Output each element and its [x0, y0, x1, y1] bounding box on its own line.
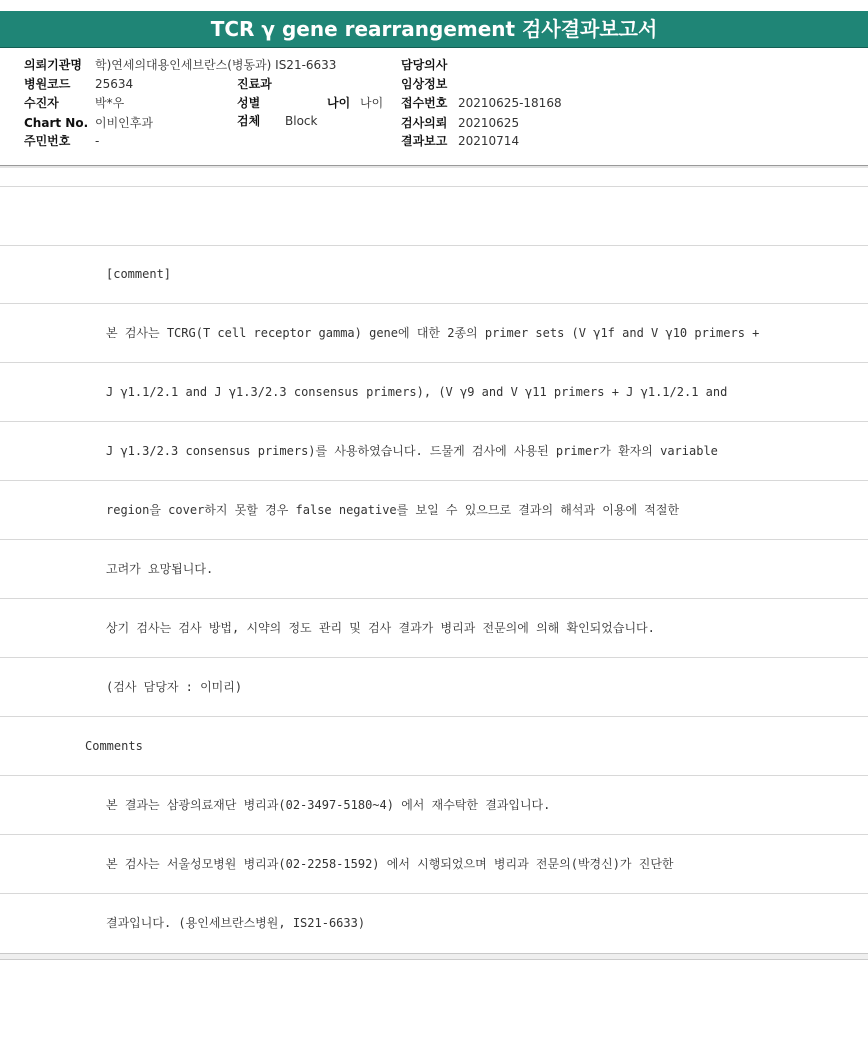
- value-institution: 학)연세의대용인세브란스(병동과) IS21-6633: [95, 58, 337, 72]
- value-specimen: Block: [285, 114, 318, 128]
- value-age: 나이: [360, 96, 384, 110]
- report-line: [0, 776, 868, 835]
- report-line-text: 상기 검사는 검사 방법, 시약의 정도 관리 및 검사 결과가 병리과 전문의에 의해 확인되었습니다.: [106, 621, 655, 635]
- report-line: [0, 363, 868, 422]
- report-title: TCR γ gene rearrangement 검사결과보고서: [0, 11, 868, 48]
- report-line-text: [comment]: [106, 267, 172, 281]
- label-sex: 성별: [237, 96, 261, 110]
- report-line: [0, 245, 868, 304]
- report-line: [0, 481, 868, 540]
- value-report-date: 20210714: [458, 134, 520, 148]
- report-line: [0, 599, 868, 658]
- report-line-text: region을 cover하지 못할 경우 false negative를 보일 수 있으므로 결과의 해석과 이용에 적절한: [106, 503, 680, 517]
- patient-info-header: [0, 48, 868, 166]
- label-clinical-info: 임상정보: [401, 77, 448, 91]
- label-patient: 수진자: [24, 96, 59, 110]
- label-resident-no: 주민번호: [24, 134, 71, 148]
- label-physician: 담당의사: [401, 58, 448, 72]
- value-request-date: 20210625: [458, 116, 520, 130]
- report-line: [0, 186, 868, 246]
- label-institution: 의뢰기관명: [24, 58, 82, 72]
- value-patient: 박*우: [95, 96, 125, 110]
- label-department: 진료과: [237, 77, 272, 91]
- report-line-text: 본 결과는 삼광의료재단 병리과(02-3497-5180~4) 에서 재수탁한 결과입니다.: [106, 798, 551, 812]
- value-chart-no: 이비인후과: [95, 116, 153, 130]
- value-resident-no: -: [95, 134, 100, 148]
- report-line: [0, 717, 868, 776]
- label-receipt-no: 접수번호: [401, 96, 448, 110]
- comments-heading: Comments: [85, 739, 143, 753]
- label-request-date: 검사의뢰: [401, 116, 448, 130]
- value-receipt-no: 20210625-18168: [458, 96, 562, 110]
- report-line: [0, 658, 868, 717]
- report-line: [0, 422, 868, 481]
- footer-divider-shadow: [0, 954, 868, 960]
- report-line-text: 본 검사는 TCRG(T cell receptor gamma) gene에 대한 2종의 primer sets (V γ1f and V γ10 primers +: [106, 326, 760, 340]
- report-line-text: 고려가 요망됩니다.: [106, 562, 214, 576]
- label-hospital-code: 병원코드: [24, 77, 71, 91]
- report-line-text: 본 검사는 서울성모병원 병리과(02-2258-1592) 에서 시행되었으며 병리과 전문의(박경신)가 진단한: [106, 857, 674, 871]
- value-hospital-code: 25634: [95, 77, 134, 91]
- header-divider-shadow: [0, 166, 868, 168]
- label-age: 나이: [327, 96, 351, 110]
- report-line-text: 결과입니다. (용인세브란스병원, IS21-6633): [106, 916, 366, 930]
- label-report-date: 결과보고: [401, 134, 448, 148]
- report-line-text: J γ1.3/2.3 consensus primers)를 사용하였습니다. 드물게 검사에 사용된 primer가 환자의 variable: [106, 444, 718, 458]
- label-chart-no: Chart No.: [24, 116, 89, 130]
- report-line-text: J γ1.1/2.1 and J γ1.3/2.3 consensus primers), (V γ9 and V γ11 primers + J γ1.1/2.1 and: [106, 385, 728, 399]
- report-line: [0, 894, 868, 952]
- report-line-text: (검사 담당자 : 이미리): [106, 680, 243, 694]
- report-line: [0, 540, 868, 599]
- label-specimen: 검체: [237, 114, 261, 128]
- report-line: [0, 835, 868, 894]
- report-line: [0, 304, 868, 363]
